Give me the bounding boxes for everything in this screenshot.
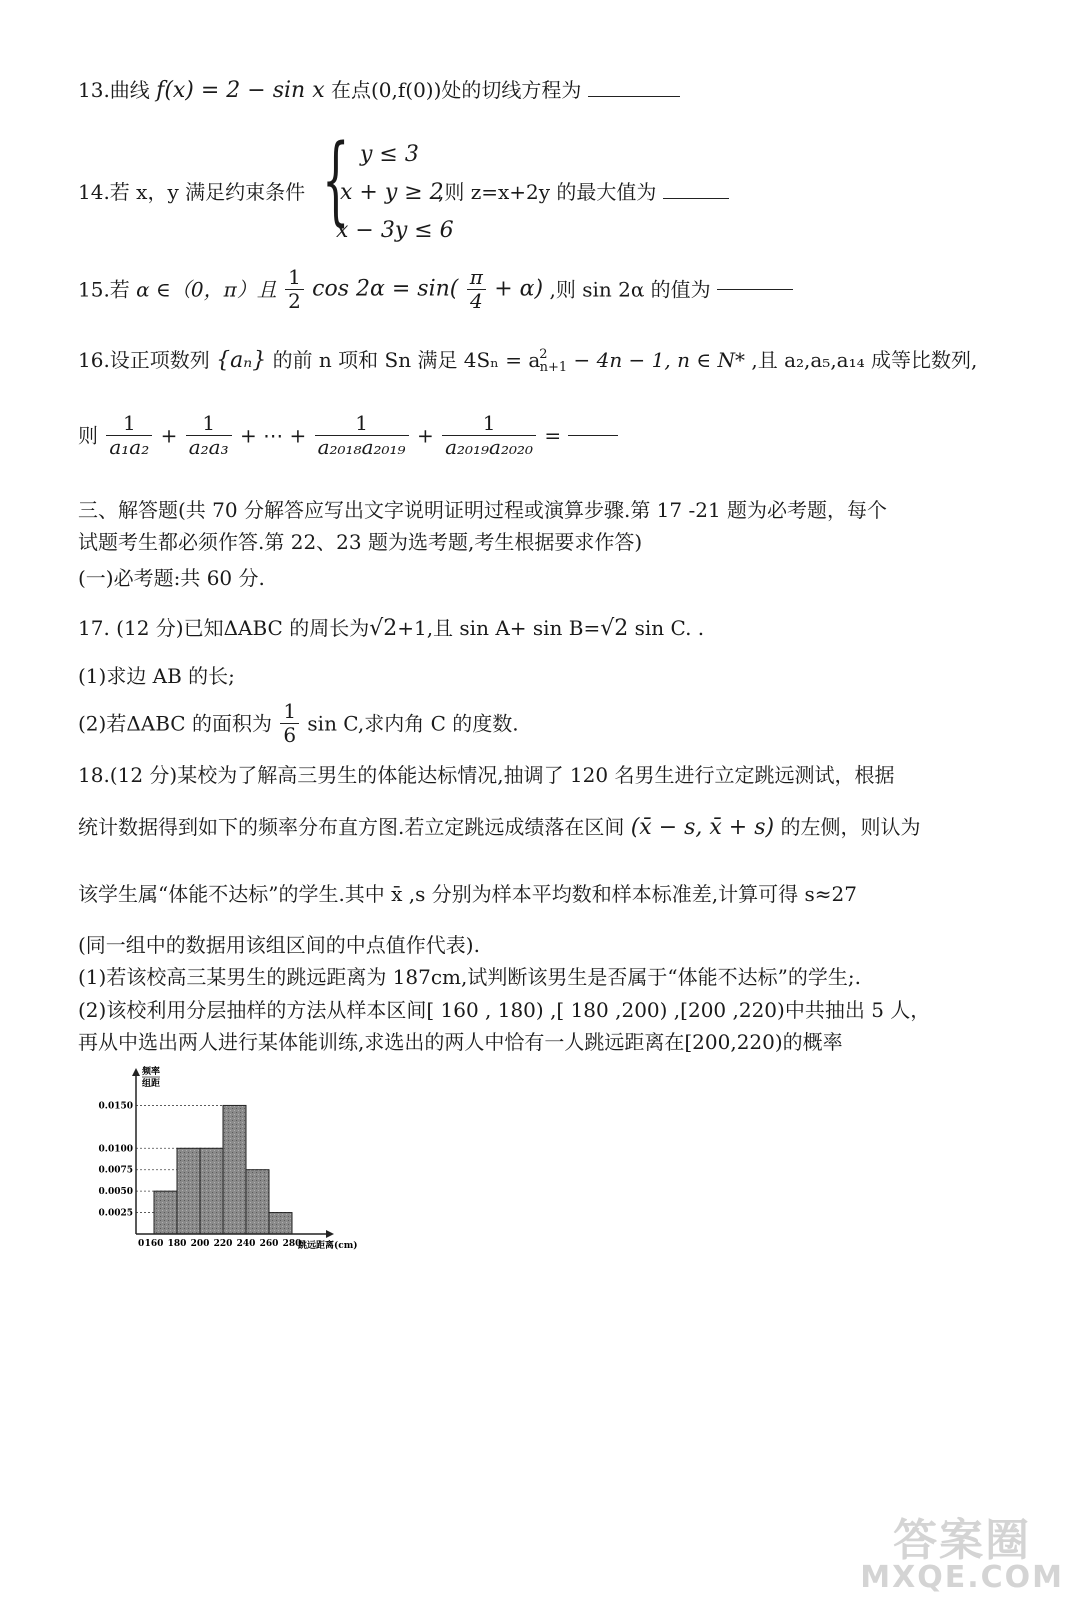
x-tick-label: 220 [213,1239,233,1249]
q14-constraint-1: y ≤ 3 [360,142,419,167]
q16-term-3: $\frac{1}{\text{a₂₀₁₈a₂₀₁₉}}$ [315,412,409,459]
x-axis-label: 跳远距离(cm) [298,1241,358,1251]
watermark-cn: 答案圈 [893,1515,1032,1566]
q14-brace: { [322,124,350,236]
x-tick-label: 200 [190,1239,210,1249]
origin-label: 0 [138,1239,145,1249]
histogram-bar-220 [223,1105,246,1234]
q14-constraint-2: x + y ≥ 2 [340,180,444,205]
question-17-line-1: 17. (12 分)已知ΔABC 的周长为√2+1,且 sin A+ sin B=√2 sin C. . [78,616,705,641]
question-18-line-1: 18.(12 分)某校为了解高三男生的体能达标情况,抽调了 120 名男生进行立定跳远测试，根据 [78,763,895,787]
y-axis-arrow [132,1068,140,1076]
x-tick-label: 280 [282,1239,302,1249]
histogram-bar-200 [200,1148,223,1234]
q15-pi-fraction: $\frac{\pi}{4}$ [467,266,486,313]
q15-half-fraction: $\frac{1}{2}$ [285,266,304,313]
q14-answer-blank[interactable] [663,198,729,199]
q15-tail: + α) [494,276,544,302]
q15-answer-blank[interactable] [717,289,793,290]
q17-area-fraction: $\frac{1}{6}$ [280,700,299,747]
question-17-part-1: (1)求边 AB 的长; [78,664,235,688]
q18-interval: (x̄ − s, x̄ + s) [630,815,775,840]
y-tick-label: 0.0100 [98,1144,133,1155]
histogram-bar-260 [269,1213,292,1234]
q16-answer-blank[interactable] [568,435,618,436]
watermark-logo [860,1515,1064,1595]
question-18-line-4: (同一组中的数据用该组区间的中点值作代表). [78,933,480,957]
question-15 [78,266,793,313]
section-3-line-2: 试题考生都必须作答.第 22、23 题为选考题,考生根据要求作答) [78,530,643,554]
q13-answer-blank[interactable] [588,96,680,97]
q16-term-1: $\frac{1}{\text{a₁a₂}}$ [106,412,152,459]
x-tick-label: 260 [259,1239,279,1249]
histogram-bar-240 [246,1170,269,1234]
y-tick-label: 0.0075 [98,1165,133,1176]
question-18-line-5: (1)若该校高三某男生的跳远距离为 187cm,试判断该男生是否属于“体能不达标”的学生;. [78,965,861,989]
watermark-en: MXQE.COM [860,1560,1064,1595]
x-tick-label: 240 [236,1239,256,1249]
histogram-bar-160 [154,1191,177,1234]
q16-term-2: $\frac{1}{\text{a₂a₃}}$ [186,412,232,459]
q15-prefix: 15.若 [78,277,130,302]
q17-sqrt-2: √2 [600,616,629,641]
x-axis-arrow [326,1230,334,1238]
frequency-histogram [92,1064,392,1260]
y-tick-label: 0.0025 [98,1208,133,1219]
x-tick-label: 160 [144,1239,164,1249]
q16-sequence: {aₙ} [216,348,267,373]
q15-cos: cos 2α = sin( [312,276,459,302]
q13-text: 在点(0,f(0))处的切线方程为 [330,78,582,102]
q14-prefix: 14.若 x，y 满足约束条件 [78,180,306,204]
x-tick-label: 180 [167,1239,187,1249]
histogram-bar-180 [177,1148,200,1234]
section-3-line-3: (一)必考题:共 60 分. [78,566,265,590]
question-16-line-2: 则 $\frac{1}{\text{a₁a₂}}$ + $\frac{1}{\text{a₂a₃}}$ + ⋯ + $\frac{1}{\text{a₂₀₁₈a₂₀₁₉}}$ + $\frac{1}{\text{a₂₀₁₉a₂₀₂₀}}$ = [78,412,618,459]
question-13 [78,80,680,102]
question-18-line-6: (2)该校利用分层抽样的方法从样本区间[ 160 , 180) ,[ 180 ,200) ,[200 ,220)中共抽出 5 人， [78,998,931,1022]
y-tick-label: 0.0150 [98,1101,133,1112]
question-18-line-2: 统计数据得到如下的频率分布直方图.若立定跳远成绩落在区间 (x̄ − s, x̄ + s) 的左侧，则认为 [78,815,921,840]
q14-constraint-3: x − 3y ≤ 6 [336,218,454,243]
y-label-top: 频率 [142,1067,161,1077]
y-label-bottom: 组距 [142,1079,161,1089]
q17-sqrt-1: √2 [369,616,398,641]
q15-suffix: ,则 sin 2α 的值为 [549,277,711,302]
section-3-line-1: 三、解答题(共 70 分解答应写出文字说明证明过程或演算步骤.第 17 -21 题为必考题，每个 [78,498,888,522]
q14-suffix: ,则 z=x+2y 的最大值为 [438,182,729,202]
question-17-part-2: (2)若ΔABC 的面积为 $\frac{1}{6}$ sin C,求内角 C 的度数. [78,699,519,747]
q15-cond: α ∈（0，π）且 [136,277,277,302]
q16-term-4: $\frac{1}{\text{a₂₀₁₉a₂₀₂₀}}$ [442,412,536,459]
question-18-line-3: 该学生属“体能不达标”的学生.其中 x̄ ,s 分别为样本平均数和样本标准差,计算可得 s≈27 [78,882,857,906]
q13-formula: f(x) = 2 − sin x [156,78,325,103]
y-tick-label: 0.0050 [98,1187,133,1198]
question-18-line-7: 再从中选出两人进行某体能训练,求选出的两人中恰有一人跳远距离在[200,220)的概率 [78,1030,843,1054]
question-16-line-1: 16.设正项数列 {aₙ} 的前 n 项和 Sn 满足 $4S_n = a^2_{n+1} - 4n - 1$, n ∈ N* ,且 a₂,a₅,a₁₄ 成等比数列, [78,347,978,375]
q13-prefix: 13.曲线 [78,78,150,102]
